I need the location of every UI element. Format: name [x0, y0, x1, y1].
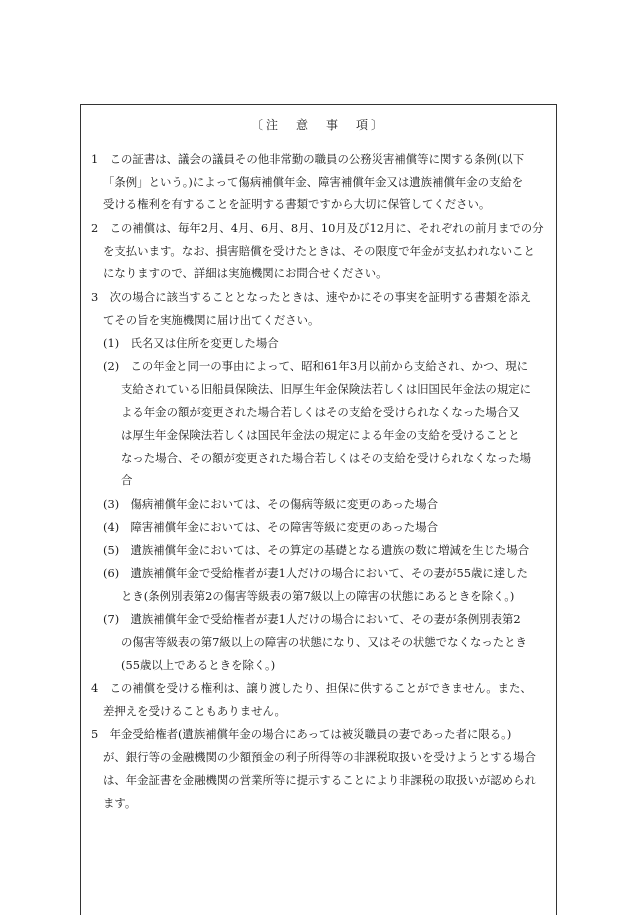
notice-line: の傷害等級表の第7級以上の障害の状態になり、又はその状態でなくなったとき — [121, 635, 527, 649]
notice-line: (1) 氏名又は住所を変更した場合 — [103, 336, 279, 350]
notice-line: (6) 遺族補償年金で受給権者が妻1人だけの場合において、その妻が55歳に達した — [103, 566, 528, 580]
notice-line: (5) 遺族補償年金においては、その算定の基礎となる遺族の数に増減を生じた場合 — [103, 543, 530, 557]
notice-line: になりますので、詳細は実施機関にお問合せください。 — [103, 266, 388, 280]
notice-line: 5 年金受給権者(遺族補償年金の場合にあっては被災職員の妻であった者に限る。) — [91, 727, 512, 741]
notice-line: (55歳以上であるときを除く。) — [121, 658, 276, 672]
notice-line: 受ける権利を有することを証明する書類ですから大切に保管してください。 — [103, 197, 491, 211]
notice-line: (7) 遺族補償年金で受給権者が妻1人だけの場合において、その妻が条例別表第2 — [103, 612, 521, 626]
notice-line: は厚生年金保険法若しくは国民年金法の規定による年金の支給を受けることと — [121, 428, 520, 442]
notice-line: が、銀行等の金融機関の少額預金の利子所得等の非課税取扱いを受けようとする場合 — [103, 750, 536, 764]
notice-line: (2) この年金と同一の事由によって、昭和61年3月以前から支給され、かつ、現に — [103, 359, 529, 373]
notice-line: 支給されている旧船員保険法、旧厚生年金保険法若しくは旧国民年金法の規定に — [121, 382, 532, 396]
notice-line: よる年金の額が変更された場合若しくはその支給を受けられなくなった場合又 — [121, 405, 520, 419]
notice-line: 1 この証書は、議会の議員その他非常勤の職員の公務災害補償等に関する条例(以下 — [91, 152, 525, 166]
notice-line: とき(条例別表第2の傷害等級表の第7級以上の障害の状態にあるときを除く。) — [121, 589, 515, 603]
notice-line: 「条例」という。)によって傷病補償年金、障害補償年金又は遺族補償年金の支給を — [103, 175, 524, 189]
notice-frame — [80, 104, 557, 915]
notice-line: を支払います。なお、損害賠償を受けたときは、その限度で年金が支払われないこと — [103, 244, 535, 258]
notice-line: 差押えを受けることもありません。 — [103, 704, 286, 718]
notice-line: 2 この補償は、毎年2月、4月、6月、8月、10月及び12月に、それぞれの前月までの分 — [91, 221, 544, 235]
notice-line: 4 この補償を受ける権利は、譲り渡したり、担保に供することができません。また、 — [91, 681, 532, 695]
notice-line: なった場合、その額が変更された場合若しくはその支給を受けられなくなった場 — [121, 451, 532, 465]
notice-line: (3) 傷病補償年金においては、その傷病等級に変更のあった場合 — [103, 497, 438, 511]
notice-line: ます。 — [103, 796, 137, 810]
notice-heading: 〔注 意 事 項〕 — [250, 118, 386, 132]
notice-line: 合 — [121, 473, 133, 487]
notice-line: 3 次の場合に該当することとなったときは、速やかにその事実を証明する書類を添え — [91, 290, 532, 304]
notice-line: (4) 障害補償年金においては、その障害等級に変更のあった場合 — [103, 520, 438, 534]
notice-line: は、年金証書を金融機関の営業所等に提示することにより非課税の取扱いが認められ — [103, 773, 536, 787]
notice-line: てその旨を実施機関に届け出てください。 — [103, 313, 320, 327]
